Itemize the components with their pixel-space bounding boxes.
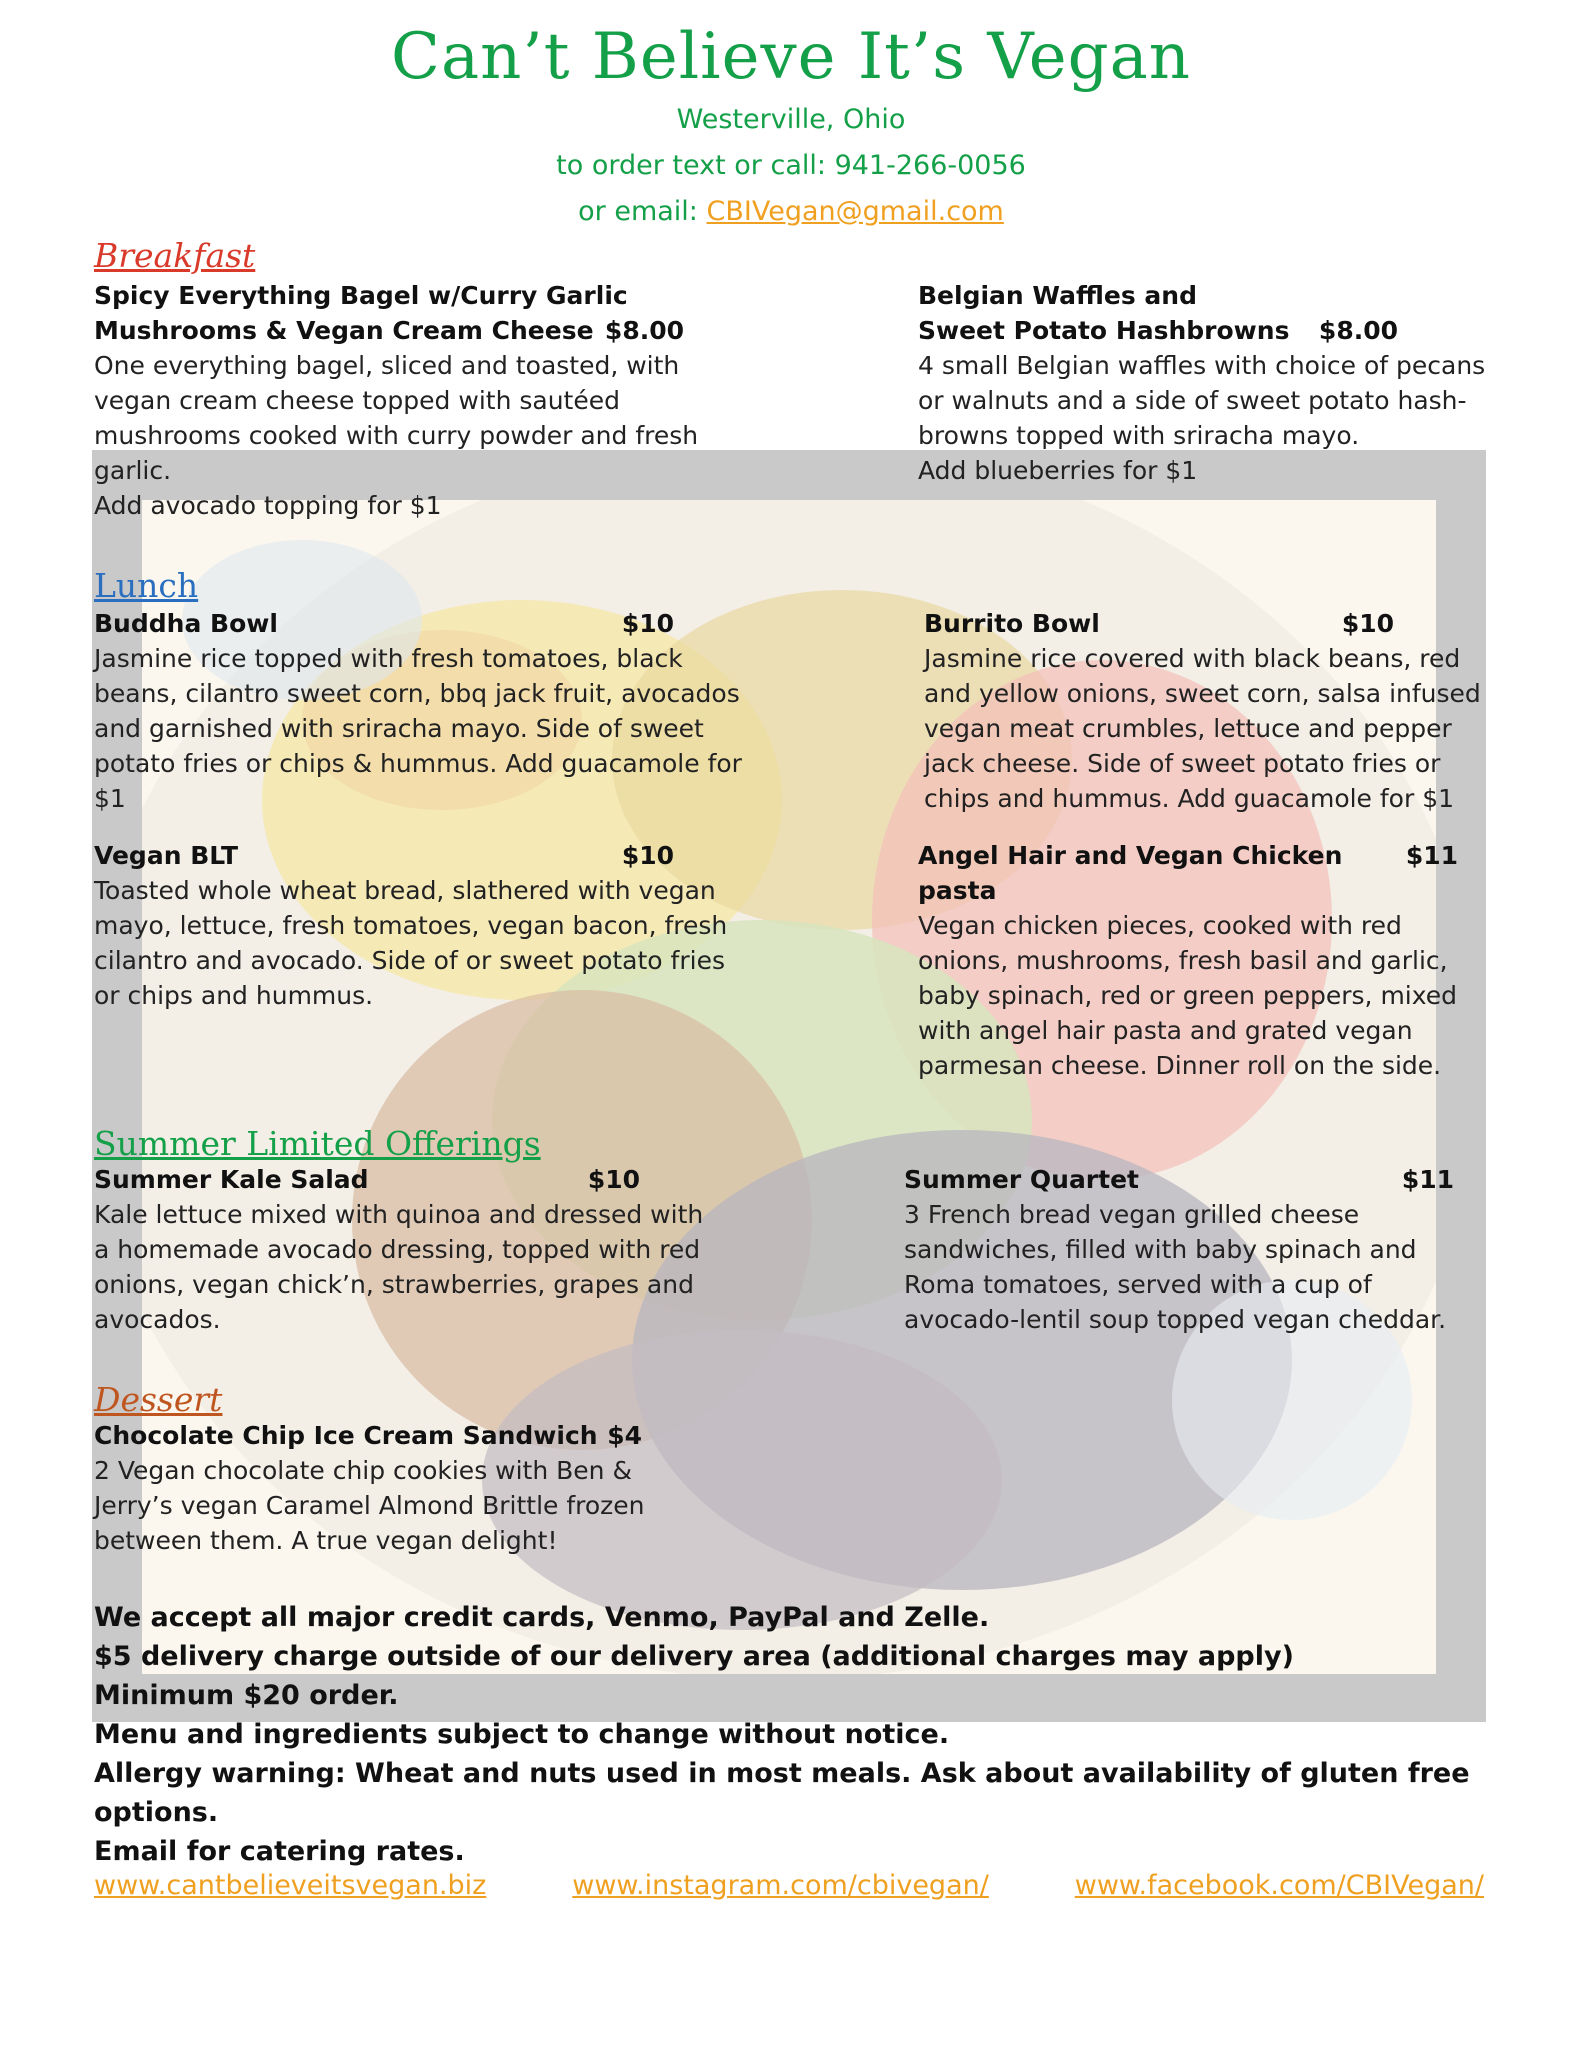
item-ice-cream-sandwich bbox=[94, 1418, 714, 1558]
item-buddha-bowl bbox=[94, 606, 754, 816]
policy-notes bbox=[94, 1598, 1582, 1871]
item-price: $11 bbox=[1405, 841, 1458, 870]
item-description: Jasmine rice topped with fresh tomatoes, black beans, cilantro sweet corn, bbq jack fruit, avocados and garnished with sriracha mayo. Side of sweet potato fries or chips & hummus. Add guacamole for $1 bbox=[94, 644, 742, 813]
item-description: Vegan chicken pieces, cooked with red onions, mushrooms, fresh basil and garlic, baby spinach, red or green peppers, mixed with angel hair pasta and grated vegan parmesan cheese. Dinner roll on the side. bbox=[918, 911, 1458, 1080]
note-payment: We accept all major credit cards, Venmo, PayPal and Zelle. bbox=[94, 1602, 990, 1633]
item-price: $8.00 bbox=[1318, 316, 1398, 345]
item-price: $10 bbox=[1341, 609, 1394, 638]
item-name: Vegan BLT bbox=[94, 841, 239, 870]
section-dessert: Dessert bbox=[94, 1380, 223, 1419]
order-phone: to order text or call: 941-266-0056 bbox=[556, 150, 1026, 181]
item-angel-hair-pasta bbox=[918, 838, 1488, 1083]
facebook-link[interactable]: www.facebook.com/CBIVegan/ bbox=[1074, 1870, 1484, 1901]
item-name: Mushrooms & Vegan Cream Cheese bbox=[94, 316, 594, 345]
note-allergy: Allergy warning: Wheat and nuts used in most meals. Ask about availability of gluten free options. bbox=[94, 1758, 1470, 1828]
item-description: Jasmine rice covered with black beans, red and yellow onions, sweet corn, salsa infused vegan meat crumbles, lettuce and pepper jack cheese. Side of sweet potato fries or chips and hummus. Add guacamole for $1 bbox=[924, 644, 1481, 813]
menu-header bbox=[0, 20, 1582, 232]
item-price: $10 bbox=[621, 841, 674, 870]
location: Westerville, Ohio bbox=[676, 104, 906, 135]
item-name: Chocolate Chip Ice Cream Sandwich bbox=[94, 1421, 598, 1450]
note-delivery: $5 delivery charge outside of our delivery area (additional charges may apply) bbox=[94, 1641, 1294, 1672]
item-waffles bbox=[918, 278, 1488, 488]
note-changes: Menu and ingredients subject to change without notice. bbox=[94, 1719, 950, 1750]
item-kale-salad bbox=[94, 1162, 714, 1337]
item-name: Summer Quartet bbox=[904, 1165, 1139, 1194]
item-addon: Add avocado topping for $1 bbox=[94, 491, 442, 520]
item-price: $10 bbox=[587, 1165, 640, 1194]
item-description: 2 Vegan chocolate chip cookies with Ben & Jerry’s vegan Caramel Almond Brittle frozen between them. A true vegan delight! bbox=[94, 1456, 645, 1555]
website-link[interactable]: www.cantbelieveitsvegan.biz bbox=[94, 1870, 487, 1901]
note-minimum: Minimum $20 order. bbox=[94, 1680, 399, 1711]
section-summer: Summer Limited Offerings bbox=[94, 1124, 541, 1163]
email-link[interactable]: CBIVegan@gmail.com bbox=[706, 196, 1004, 227]
item-name: Summer Kale Salad bbox=[94, 1165, 369, 1194]
item-price: $11 bbox=[1401, 1165, 1454, 1194]
item-bagel bbox=[94, 278, 734, 523]
item-description: One everything bagel, sliced and toasted, with vegan cream cheese topped with sautéed mushrooms cooked with curry powder and fresh garlic. bbox=[94, 351, 699, 485]
item-addon: Add blueberries for $1 bbox=[918, 456, 1198, 485]
section-lunch: Lunch bbox=[94, 566, 199, 605]
item-price: $10 bbox=[621, 609, 674, 638]
item-name: Spicy Everything Bagel w/Curry Garlic bbox=[94, 281, 628, 310]
item-description: 3 French bread vegan grilled cheese sandwiches, filled with baby spinach and Roma tomatoes, served with a cup of avocado-lentil soup topped vegan cheddar. bbox=[904, 1200, 1447, 1334]
item-name: Sweet Potato Hashbrowns bbox=[918, 316, 1290, 345]
footer-links bbox=[94, 1870, 1484, 1901]
email-prefix: or email: bbox=[578, 196, 698, 227]
item-description: Toasted whole wheat bread, slathered with vegan mayo, lettuce, fresh tomatoes, vegan bacon, fresh cilantro and avocado. Side of or sweet potato fries or chips and hummus. bbox=[94, 876, 728, 1010]
item-name: Buddha Bowl bbox=[94, 609, 278, 638]
item-summer-quartet bbox=[904, 1162, 1488, 1337]
item-burrito-bowl bbox=[924, 606, 1488, 816]
item-vegan-blt bbox=[94, 838, 734, 1013]
email-line bbox=[0, 192, 1582, 232]
section-breakfast: Breakfast bbox=[94, 236, 256, 275]
note-catering: Email for catering rates. bbox=[94, 1836, 465, 1867]
item-price: $8.00 bbox=[604, 316, 684, 345]
item-name: Belgian Waffles and bbox=[918, 281, 1197, 310]
item-description: 4 small Belgian waffles with choice of pecans or walnuts and a side of sweet potato hash-browns topped with sriracha mayo. bbox=[918, 351, 1486, 450]
item-name: Burrito Bowl bbox=[924, 609, 1100, 638]
item-price: $4 bbox=[607, 1421, 642, 1450]
instagram-link[interactable]: www.instagram.com/cbivegan/ bbox=[572, 1870, 989, 1901]
restaurant-title: Can’t Believe It’s Vegan bbox=[391, 20, 1191, 94]
item-description: Kale lettuce mixed with quinoa and dressed with a homemade avocado dressing, topped with red onions, vegan chick’n, strawberries, grapes and avocados. bbox=[94, 1200, 704, 1334]
item-name: Angel Hair and Vegan Chicken pasta bbox=[918, 841, 1343, 905]
